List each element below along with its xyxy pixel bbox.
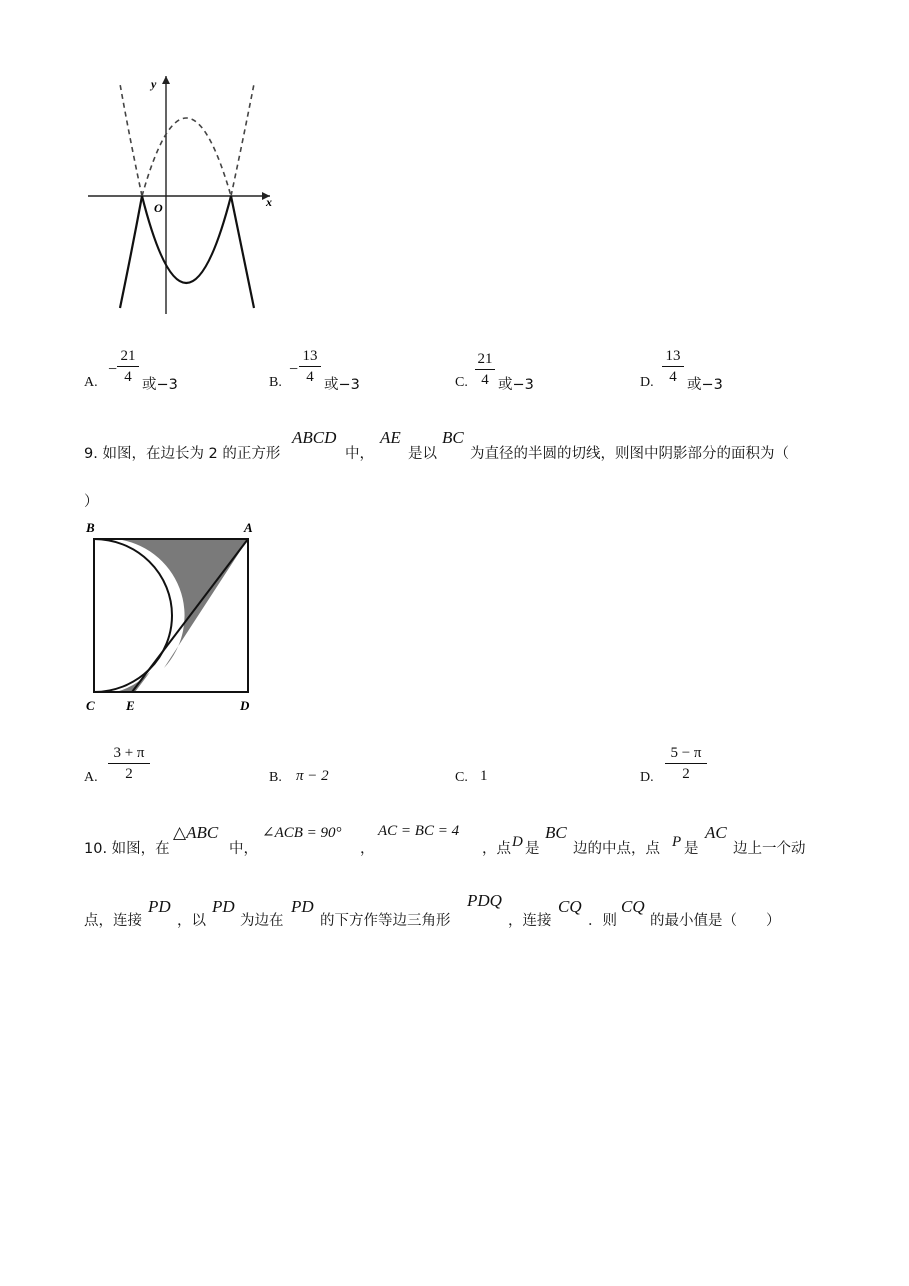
- q8-option-d-tail: 或−3: [687, 377, 723, 393]
- vertex-label-a: A: [244, 520, 253, 535]
- q8-option-d-letter: D.: [640, 375, 654, 390]
- q9-math-ae: AE: [380, 428, 401, 447]
- q10-l2-text-5: ，连接: [508, 913, 552, 929]
- q10-l1-text-6: 边的中点，点: [573, 841, 660, 857]
- q8-option-a-fraction: 21 4: [117, 347, 139, 386]
- q9-text-3: 是以: [408, 446, 437, 462]
- vertex-label-d: D: [240, 698, 250, 713]
- y-axis-arrow: [162, 76, 170, 84]
- q10-l2-text-4: 的下方作等边三角形: [320, 913, 451, 929]
- q10-math-pd-2: PD: [212, 897, 235, 916]
- q10-math-ac-bc: AC = BC = 4: [378, 823, 460, 839]
- q10-l2-text-7: 的最小值是（ ）: [650, 913, 781, 929]
- q8-option-d-fraction: 13 4: [662, 347, 684, 386]
- solid-branch-right: [231, 196, 254, 308]
- q9-math-bc: BC: [442, 428, 464, 447]
- q8-option-c-letter: C.: [455, 375, 468, 390]
- dashed-parabola: [142, 118, 231, 196]
- q8-option-a-tail: 或−3: [142, 377, 178, 393]
- q9-text-5: ）: [84, 494, 99, 510]
- q9-option-b-letter: B.: [269, 770, 282, 785]
- q9-text-1: 9. 如图，在边长为 2 的正方形: [84, 446, 281, 462]
- vertex-label-b: B: [86, 520, 95, 535]
- q9-option-d-fraction: 5 − π 2: [665, 744, 707, 783]
- q8-option-b-letter: B.: [269, 375, 282, 390]
- q9-text-2: 中，: [345, 446, 374, 462]
- q10-l1-text-2: 中，: [229, 841, 258, 857]
- dashed-branch-right: [231, 84, 254, 196]
- x-axis-label: x: [266, 195, 272, 209]
- q10-l1-text-7: 是: [684, 841, 699, 857]
- q9-option-a-letter: A.: [84, 770, 98, 785]
- q10-math-bc: BC: [545, 823, 567, 842]
- q10-math-triangle-abc: △ABC: [173, 823, 219, 842]
- q8-option-b-tail: 或−3: [324, 377, 360, 393]
- vertex-label-e: E: [126, 698, 135, 713]
- semicircle: [94, 539, 172, 692]
- q10-l1-text-1: 10. 如图，在: [84, 841, 170, 857]
- q10-math-d: D: [512, 834, 523, 850]
- q9-option-d-letter: D.: [640, 770, 654, 785]
- q10-math-ac: AC: [705, 823, 727, 842]
- q10-math-cq-2: CQ: [621, 897, 645, 916]
- q10-l1-text-3: ，: [360, 841, 375, 857]
- q10-math-pdq: PDQ: [467, 891, 502, 910]
- q8-option-a-letter: A.: [84, 375, 98, 390]
- q8-option-b-sign: −: [289, 361, 299, 378]
- q9-option-c-letter: C.: [455, 770, 468, 785]
- q9-option-b-value: π − 2: [296, 768, 329, 784]
- square-semicircle-figure: [80, 514, 270, 714]
- q9-math-abcd: ABCD: [292, 428, 337, 447]
- q10-math-cq-1: CQ: [558, 897, 582, 916]
- q9-option-a-fraction: 3 + π 2: [108, 744, 150, 783]
- q8-option-a-sign: −: [108, 361, 118, 378]
- origin-label: O: [154, 201, 163, 215]
- vertex-label-c: C: [86, 698, 95, 713]
- q10-l2-text-2: ，以: [177, 913, 206, 929]
- q10-l2-text-3: 为边在: [240, 913, 284, 929]
- q8-option-c-tail: 或−3: [498, 377, 534, 393]
- dashed-branch-left: [120, 84, 142, 196]
- q9-text-4: 为直径的半圆的切线，则图中阴影部分的面积为（: [470, 446, 789, 462]
- q10-math-pd-3: PD: [291, 897, 314, 916]
- q10-l1-text-8: 边上一个动: [733, 841, 806, 857]
- q10-l1-text-4: ，点: [482, 841, 511, 857]
- q10-l2-text-1: 点，连接: [84, 913, 142, 929]
- q10-math-angle-acb: ∠ACB = 90°: [262, 825, 342, 841]
- q8-option-c-fraction: 21 4: [475, 350, 495, 389]
- q9-option-c-value: 1: [480, 768, 488, 784]
- q8-option-b-fraction: 13 4: [299, 347, 321, 386]
- solid-branch-left: [120, 196, 142, 308]
- q10-math-p: P: [672, 834, 682, 850]
- q10-math-pd-1: PD: [148, 897, 171, 916]
- q10-l1-text-5: 是: [525, 841, 540, 857]
- shaded-region-upper: [115, 539, 248, 668]
- parabola-graph: [80, 70, 280, 320]
- y-axis-label: y: [151, 77, 157, 91]
- q10-l2-text-6: ．则: [588, 913, 617, 929]
